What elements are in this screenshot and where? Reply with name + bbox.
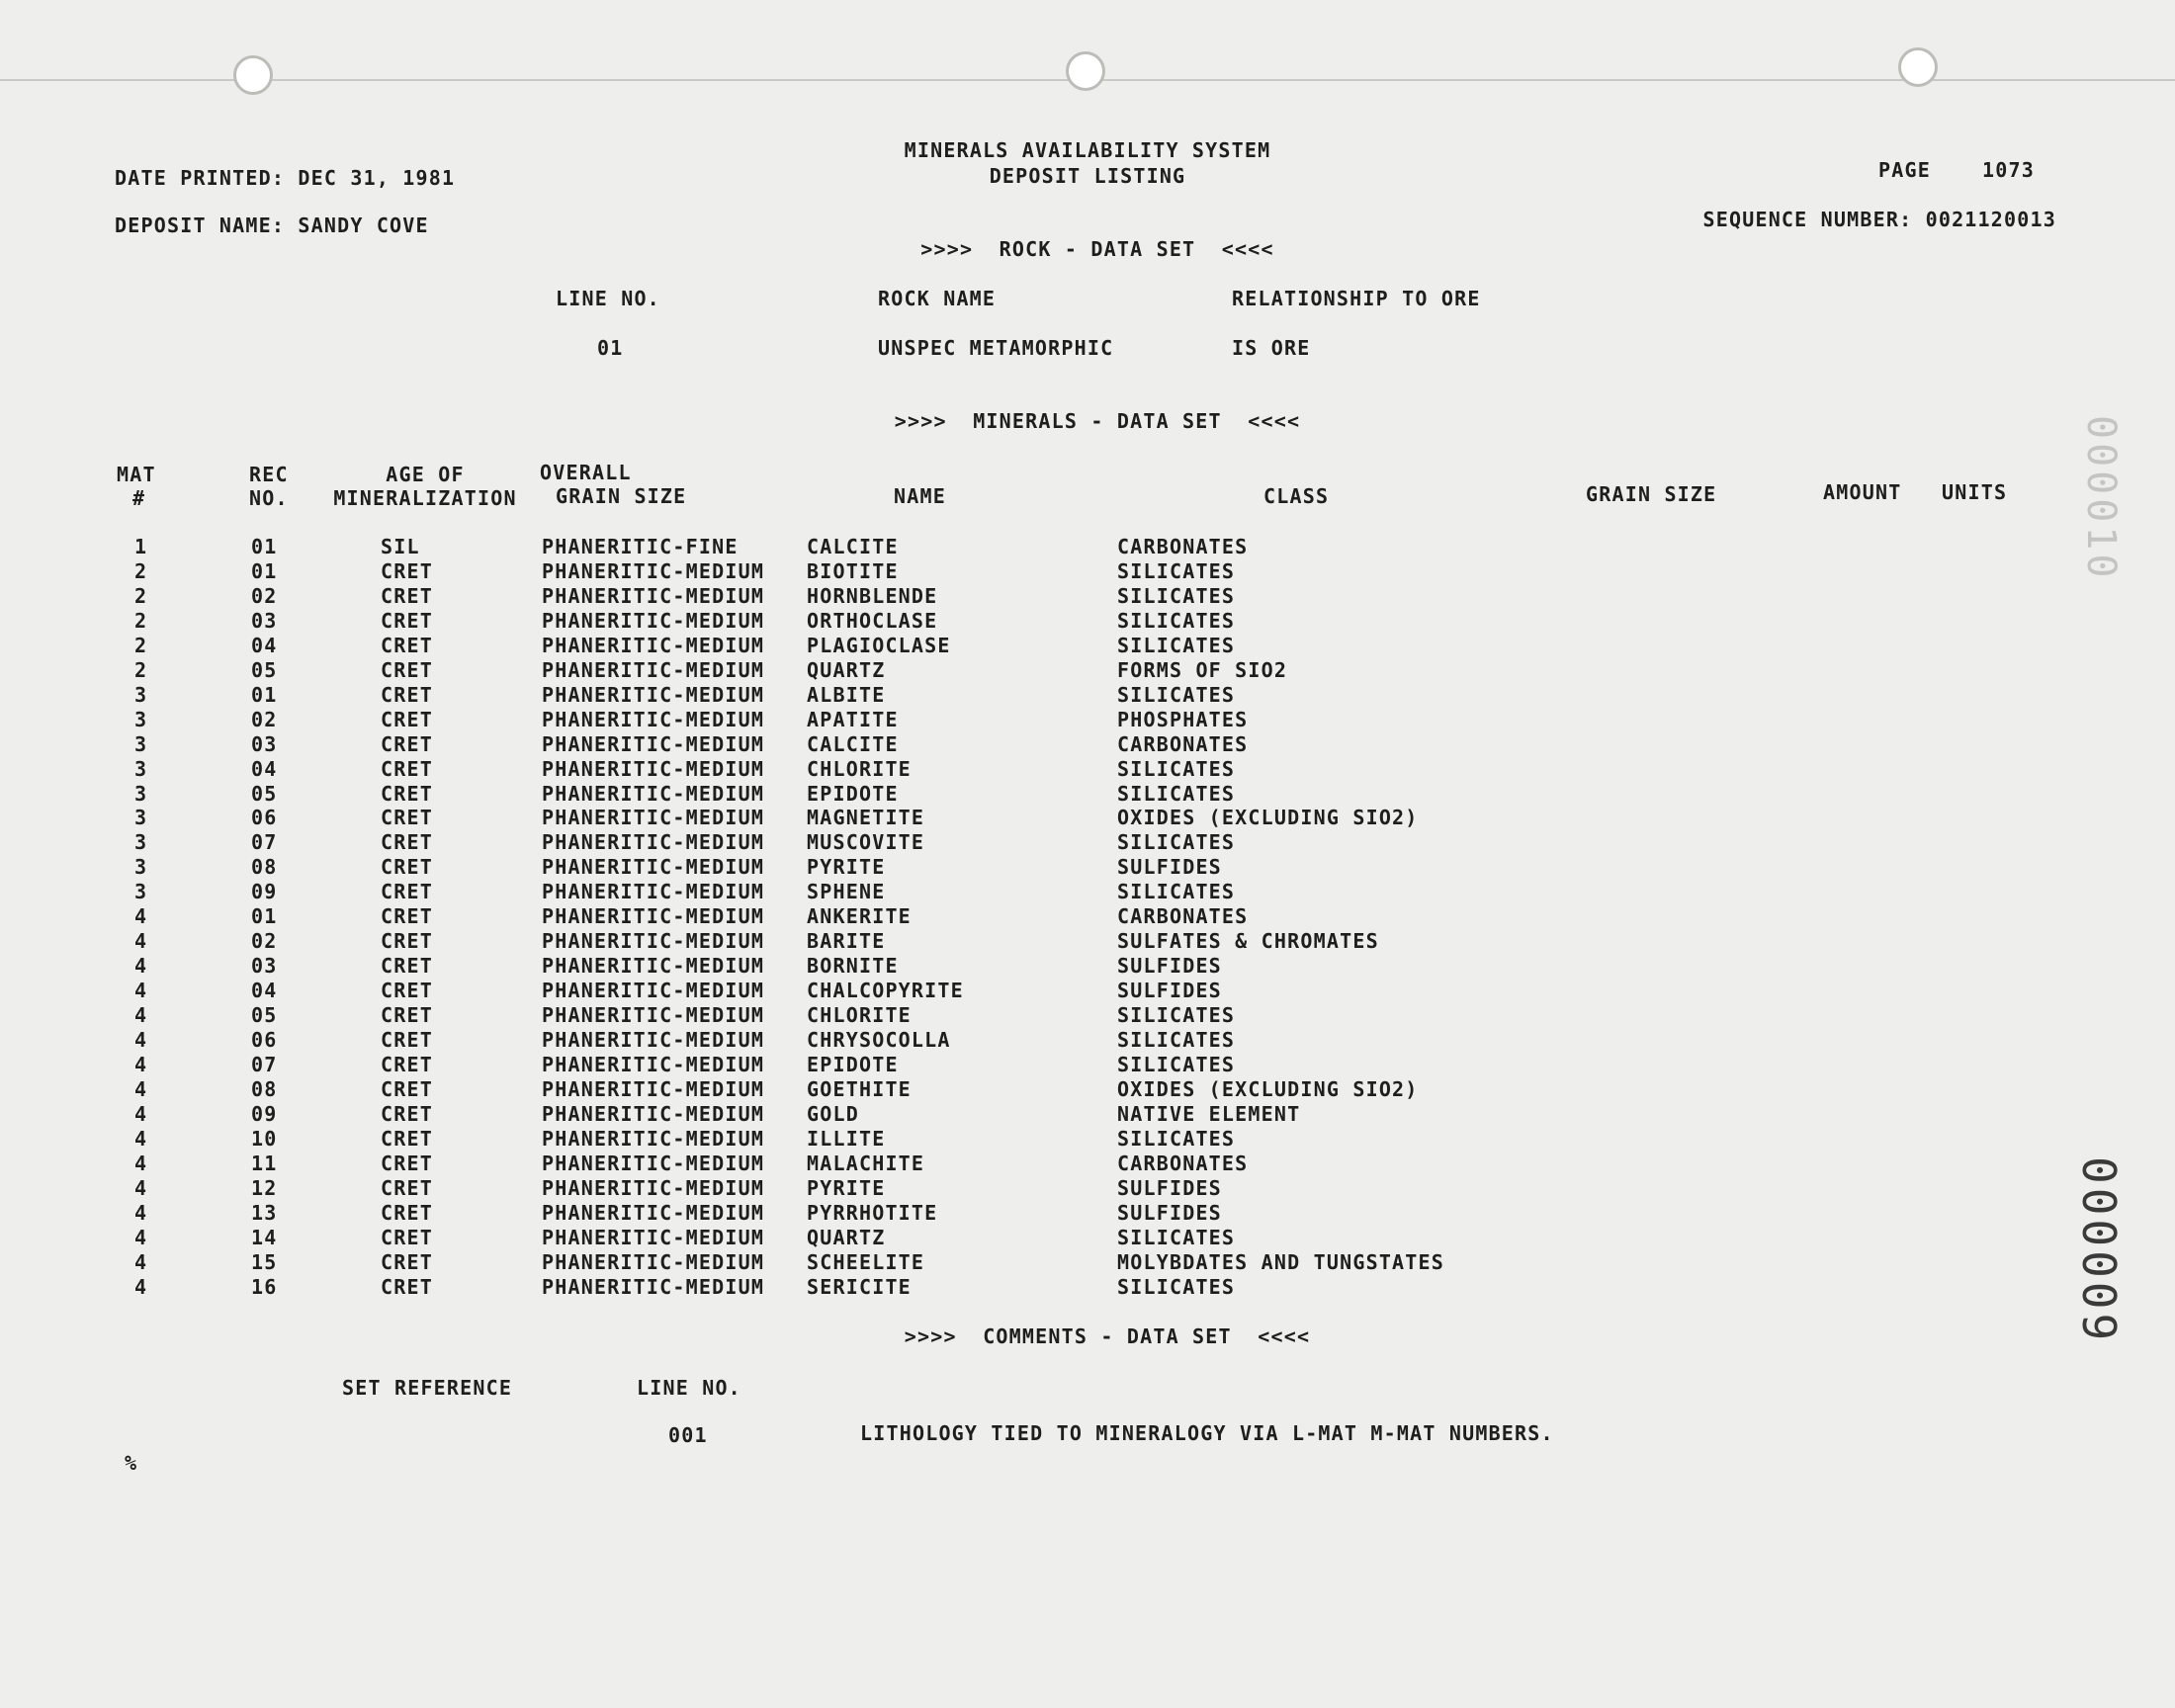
table-row bbox=[0, 535, 2175, 558]
cell-mineral-name: ILLITE bbox=[807, 1126, 886, 1151]
cell-class: SILICATES bbox=[1117, 830, 1236, 855]
cell-rec-no: 03 bbox=[251, 954, 278, 979]
cell-mineral-name: QUARTZ bbox=[807, 1225, 886, 1249]
cell-class: OXIDES (EXCLUDING SIO2) bbox=[1117, 1076, 1419, 1101]
cell-mineral-name: APATITE bbox=[807, 707, 899, 731]
cell-age: CRET bbox=[381, 1101, 433, 1126]
rock-row-relationship: IS ORE bbox=[1232, 336, 1311, 360]
cell-overall-grain-size: PHANERITIC-MEDIUM bbox=[542, 1126, 765, 1151]
cell-class: NATIVE ELEMENT bbox=[1117, 1101, 1301, 1126]
cell-mineral-name: SCHEELITE bbox=[807, 1249, 925, 1274]
cell-rec-no: 15 bbox=[251, 1249, 278, 1274]
cell-mat: 4 bbox=[134, 954, 148, 979]
table-row bbox=[0, 757, 2175, 781]
comment-line-no: 001 bbox=[668, 1423, 708, 1447]
cell-age: CRET bbox=[381, 608, 433, 633]
cell-mat: 4 bbox=[134, 1126, 148, 1151]
sequence-number: SEQUENCE NUMBER: 0021120013 bbox=[1702, 208, 2056, 231]
cell-age: CRET bbox=[381, 583, 433, 608]
cell-overall-grain-size: PHANERITIC-MEDIUM bbox=[542, 904, 765, 929]
cell-mineral-name: EPIDOTE bbox=[807, 1052, 899, 1076]
cell-rec-no: 09 bbox=[251, 1101, 278, 1126]
cell-rec-no: 09 bbox=[251, 880, 278, 904]
cell-rec-no: 05 bbox=[251, 657, 278, 682]
cell-overall-grain-size: PHANERITIC-MEDIUM bbox=[542, 806, 765, 830]
table-row bbox=[0, 658, 2175, 682]
cell-class: SULFIDES bbox=[1117, 855, 1222, 880]
cell-rec-no: 04 bbox=[251, 979, 278, 1003]
cell-mat: 4 bbox=[134, 1175, 148, 1200]
cell-class: CARBONATES bbox=[1117, 904, 1249, 929]
cell-age: SIL bbox=[381, 535, 420, 558]
col-header-class: CLASS bbox=[1263, 484, 1330, 508]
cell-overall-grain-size: PHANERITIC-MEDIUM bbox=[542, 1200, 765, 1225]
cell-rec-no: 07 bbox=[251, 830, 278, 855]
cell-overall-grain-size: PHANERITIC-MEDIUM bbox=[542, 633, 765, 657]
col-header-rec-no: NO. bbox=[249, 486, 289, 510]
cell-mat: 2 bbox=[134, 633, 148, 657]
table-row bbox=[0, 1201, 2175, 1225]
cell-age: CRET bbox=[381, 806, 433, 830]
rock-header-rock-name: ROCK NAME bbox=[878, 287, 997, 310]
cell-age: CRET bbox=[381, 1052, 433, 1076]
cell-mineral-name: GOETHITE bbox=[807, 1076, 912, 1101]
cell-rec-no: 02 bbox=[251, 929, 278, 954]
cell-class: OXIDES (EXCLUDING SIO2) bbox=[1117, 806, 1419, 830]
table-row bbox=[0, 1152, 2175, 1175]
margin-stamp-number: 000009 bbox=[2072, 1156, 2126, 1345]
cell-age: CRET bbox=[381, 1003, 433, 1028]
cell-mat: 3 bbox=[134, 880, 148, 904]
comments-section-title: >>>> COMMENTS - DATA SET <<<< bbox=[904, 1324, 1311, 1348]
cell-rec-no: 07 bbox=[251, 1052, 278, 1076]
col-header-overall: OVERALL bbox=[540, 461, 632, 484]
cell-overall-grain-size: PHANERITIC-MEDIUM bbox=[542, 979, 765, 1003]
cell-mineral-name: GOLD bbox=[807, 1101, 859, 1126]
binder-hole-left bbox=[233, 55, 273, 95]
cell-mineral-name: BARITE bbox=[807, 929, 886, 954]
cell-overall-grain-size: PHANERITIC-MEDIUM bbox=[542, 1003, 765, 1028]
cell-rec-no: 02 bbox=[251, 583, 278, 608]
cell-overall-grain-size: PHANERITIC-MEDIUM bbox=[542, 756, 765, 781]
cell-mineral-name: BORNITE bbox=[807, 954, 899, 979]
cell-mat: 4 bbox=[134, 1200, 148, 1225]
cell-overall-grain-size: PHANERITIC-MEDIUM bbox=[542, 781, 765, 806]
cell-rec-no: 12 bbox=[251, 1175, 278, 1200]
cell-rec-no: 01 bbox=[251, 535, 278, 558]
cell-class: SILICATES bbox=[1117, 1225, 1236, 1249]
cell-mat: 3 bbox=[134, 756, 148, 781]
footer-percent-mark: % bbox=[125, 1451, 138, 1475]
cell-mineral-name: QUARTZ bbox=[807, 657, 886, 682]
cell-mineral-name: CHLORITE bbox=[807, 1003, 912, 1028]
table-row bbox=[0, 782, 2175, 806]
cell-rec-no: 10 bbox=[251, 1126, 278, 1151]
cell-age: CRET bbox=[381, 855, 433, 880]
rock-section-title: >>>> ROCK - DATA SET <<<< bbox=[920, 237, 1274, 261]
table-row bbox=[0, 1226, 2175, 1249]
cell-class: SILICATES bbox=[1117, 1052, 1236, 1076]
cell-rec-no: 16 bbox=[251, 1274, 278, 1299]
table-row bbox=[0, 584, 2175, 608]
cell-mat: 2 bbox=[134, 583, 148, 608]
cell-class: SILICATES bbox=[1117, 633, 1236, 657]
cell-mat: 4 bbox=[134, 1028, 148, 1052]
cell-overall-grain-size: PHANERITIC-MEDIUM bbox=[542, 1274, 765, 1299]
cell-mat: 3 bbox=[134, 781, 148, 806]
cell-age: CRET bbox=[381, 1126, 433, 1151]
col-header-grain-size: GRAIN SIZE bbox=[1586, 482, 1717, 506]
cell-class: SILICATES bbox=[1117, 1274, 1236, 1299]
col-header-units: UNITS bbox=[1942, 480, 2008, 504]
cell-mineral-name: BIOTITE bbox=[807, 558, 899, 583]
cell-mat: 2 bbox=[134, 608, 148, 633]
cell-mineral-name: PYRITE bbox=[807, 1175, 886, 1200]
margin-stamp-faint: 000010 bbox=[2078, 415, 2124, 582]
table-row bbox=[0, 1053, 2175, 1076]
deposit-name: DEPOSIT NAME: SANDY COVE bbox=[115, 214, 429, 237]
cell-class: SILICATES bbox=[1117, 1028, 1236, 1052]
cell-mineral-name: CHRYSOCOLLA bbox=[807, 1028, 951, 1052]
cell-rec-no: 01 bbox=[251, 904, 278, 929]
cell-rec-no: 08 bbox=[251, 1076, 278, 1101]
minerals-section-title: >>>> MINERALS - DATA SET <<<< bbox=[894, 409, 1301, 433]
table-row bbox=[0, 1250, 2175, 1274]
comment-text: LITHOLOGY TIED TO MINERALOGY VIA L-MAT M-MAT NUMBERS. bbox=[860, 1421, 1554, 1445]
cell-age: CRET bbox=[381, 657, 433, 682]
table-row bbox=[0, 634, 2175, 657]
cell-rec-no: 01 bbox=[251, 682, 278, 707]
cell-mineral-name: ANKERITE bbox=[807, 904, 912, 929]
cell-overall-grain-size: PHANERITIC-MEDIUM bbox=[542, 1028, 765, 1052]
cell-age: CRET bbox=[381, 954, 433, 979]
cell-age: CRET bbox=[381, 558, 433, 583]
cell-mineral-name: PYRITE bbox=[807, 855, 886, 880]
cell-class: SULFIDES bbox=[1117, 1175, 1222, 1200]
binder-hole-right bbox=[1898, 47, 1938, 87]
cell-mat: 4 bbox=[134, 1101, 148, 1126]
table-row bbox=[0, 979, 2175, 1002]
cell-mat: 4 bbox=[134, 1225, 148, 1249]
cell-age: CRET bbox=[381, 1274, 433, 1299]
cell-mineral-name: SERICITE bbox=[807, 1274, 912, 1299]
cell-mat: 1 bbox=[134, 535, 148, 558]
system-title: MINERALS AVAILABILITY SYSTEM bbox=[904, 138, 1271, 162]
table-row bbox=[0, 732, 2175, 756]
rock-header-relationship: RELATIONSHIP TO ORE bbox=[1232, 287, 1481, 310]
cell-overall-grain-size: PHANERITIC-MEDIUM bbox=[542, 707, 765, 731]
col-header-overall-grain-size: GRAIN SIZE bbox=[556, 484, 687, 508]
cell-overall-grain-size: PHANERITIC-MEDIUM bbox=[542, 954, 765, 979]
cell-rec-no: 06 bbox=[251, 1028, 278, 1052]
cell-class: SULFIDES bbox=[1117, 979, 1222, 1003]
cell-overall-grain-size: PHANERITIC-MEDIUM bbox=[542, 855, 765, 880]
col-header-mat: MAT bbox=[117, 463, 156, 486]
rock-row-line-no: 01 bbox=[597, 336, 624, 360]
cell-age: CRET bbox=[381, 707, 433, 731]
cell-mat: 3 bbox=[134, 830, 148, 855]
table-row bbox=[0, 559, 2175, 583]
cell-overall-grain-size: PHANERITIC-MEDIUM bbox=[542, 583, 765, 608]
cell-overall-grain-size: PHANERITIC-MEDIUM bbox=[542, 558, 765, 583]
cell-overall-grain-size: PHANERITIC-MEDIUM bbox=[542, 830, 765, 855]
cell-age: CRET bbox=[381, 979, 433, 1003]
cell-mat: 4 bbox=[134, 1003, 148, 1028]
date-printed: DATE PRINTED: DEC 31, 1981 bbox=[115, 166, 456, 190]
cell-overall-grain-size: PHANERITIC-MEDIUM bbox=[542, 1076, 765, 1101]
cell-mineral-name: EPIDOTE bbox=[807, 781, 899, 806]
cell-overall-grain-size: PHANERITIC-MEDIUM bbox=[542, 608, 765, 633]
cell-age: CRET bbox=[381, 830, 433, 855]
cell-class: SILICATES bbox=[1117, 608, 1236, 633]
cell-mat: 4 bbox=[134, 979, 148, 1003]
comments-header-line-no: LINE NO. bbox=[637, 1376, 741, 1400]
cell-rec-no: 13 bbox=[251, 1200, 278, 1225]
cell-overall-grain-size: PHANERITIC-MEDIUM bbox=[542, 1151, 765, 1175]
table-row bbox=[0, 1102, 2175, 1126]
cell-rec-no: 04 bbox=[251, 633, 278, 657]
cell-rec-no: 05 bbox=[251, 781, 278, 806]
table-row bbox=[0, 1028, 2175, 1052]
cell-rec-no: 11 bbox=[251, 1151, 278, 1175]
cell-rec-no: 03 bbox=[251, 731, 278, 756]
cell-age: CRET bbox=[381, 1076, 433, 1101]
cell-mineral-name: CHLORITE bbox=[807, 756, 912, 781]
cell-mat: 3 bbox=[134, 731, 148, 756]
table-row bbox=[0, 1003, 2175, 1027]
cell-mineral-name: PLAGIOCLASE bbox=[807, 633, 951, 657]
cell-mineral-name: HORNBLENDE bbox=[807, 583, 938, 608]
cell-mat: 4 bbox=[134, 904, 148, 929]
table-row bbox=[0, 954, 2175, 978]
cell-rec-no: 04 bbox=[251, 756, 278, 781]
col-header-age: AGE OF bbox=[386, 463, 465, 486]
cell-class: SILICATES bbox=[1117, 583, 1236, 608]
cell-rec-no: 02 bbox=[251, 707, 278, 731]
cell-class: SILICATES bbox=[1117, 1126, 1236, 1151]
cell-overall-grain-size: PHANERITIC-MEDIUM bbox=[542, 731, 765, 756]
table-row bbox=[0, 880, 2175, 903]
cell-class: SILICATES bbox=[1117, 781, 1236, 806]
table-row bbox=[0, 708, 2175, 731]
cell-mat: 2 bbox=[134, 657, 148, 682]
table-row bbox=[0, 609, 2175, 633]
col-header-mat-hash: # bbox=[132, 486, 146, 510]
table-row bbox=[0, 1077, 2175, 1101]
cell-class: SILICATES bbox=[1117, 880, 1236, 904]
cell-mat: 4 bbox=[134, 1076, 148, 1101]
cell-age: CRET bbox=[381, 731, 433, 756]
cell-class: PHOSPHATES bbox=[1117, 707, 1249, 731]
binder-hole-center bbox=[1066, 51, 1105, 91]
cell-age: CRET bbox=[381, 1028, 433, 1052]
cell-mineral-name: MUSCOVITE bbox=[807, 830, 925, 855]
cell-age: CRET bbox=[381, 1175, 433, 1200]
cell-overall-grain-size: PHANERITIC-MEDIUM bbox=[542, 1101, 765, 1126]
cell-mineral-name: MAGNETITE bbox=[807, 806, 925, 830]
cell-age: CRET bbox=[381, 880, 433, 904]
col-header-amount: AMOUNT bbox=[1823, 480, 1902, 504]
cell-class: CARBONATES bbox=[1117, 731, 1249, 756]
cell-class: SILICATES bbox=[1117, 682, 1236, 707]
cell-class: MOLYBDATES AND TUNGSTATES bbox=[1117, 1249, 1445, 1274]
cell-rec-no: 06 bbox=[251, 806, 278, 830]
cell-overall-grain-size: PHANERITIC-MEDIUM bbox=[542, 1052, 765, 1076]
cell-overall-grain-size: PHANERITIC-MEDIUM bbox=[542, 1225, 765, 1249]
cell-mineral-name: CALCITE bbox=[807, 731, 899, 756]
cell-rec-no: 01 bbox=[251, 558, 278, 583]
cell-age: CRET bbox=[381, 1200, 433, 1225]
cell-rec-no: 05 bbox=[251, 1003, 278, 1028]
col-header-mineralization: MINERALIZATION bbox=[333, 486, 517, 510]
cell-age: CRET bbox=[381, 1249, 433, 1274]
cell-mat: 2 bbox=[134, 558, 148, 583]
cell-age: CRET bbox=[381, 633, 433, 657]
cell-mat: 4 bbox=[134, 929, 148, 954]
cell-mineral-name: SPHENE bbox=[807, 880, 886, 904]
table-row bbox=[0, 929, 2175, 953]
cell-mat: 3 bbox=[134, 806, 148, 830]
page-number: 1073 bbox=[1982, 158, 2035, 182]
cell-mat: 4 bbox=[134, 1052, 148, 1076]
cell-age: CRET bbox=[381, 929, 433, 954]
cell-age: CRET bbox=[381, 1225, 433, 1249]
table-row bbox=[0, 904, 2175, 928]
col-header-name: NAME bbox=[894, 484, 946, 508]
cell-class: SILICATES bbox=[1117, 1003, 1236, 1028]
cell-age: CRET bbox=[381, 1151, 433, 1175]
cell-overall-grain-size: PHANERITIC-FINE bbox=[542, 535, 739, 558]
cell-mat: 3 bbox=[134, 682, 148, 707]
cell-mineral-name: ALBITE bbox=[807, 682, 886, 707]
cell-age: CRET bbox=[381, 781, 433, 806]
cell-rec-no: 03 bbox=[251, 608, 278, 633]
cell-overall-grain-size: PHANERITIC-MEDIUM bbox=[542, 657, 765, 682]
cell-mat: 4 bbox=[134, 1151, 148, 1175]
cell-rec-no: 08 bbox=[251, 855, 278, 880]
table-row bbox=[0, 806, 2175, 829]
cell-mineral-name: CHALCOPYRITE bbox=[807, 979, 964, 1003]
cell-age: CRET bbox=[381, 904, 433, 929]
cell-class: CARBONATES bbox=[1117, 535, 1249, 558]
cell-class: SILICATES bbox=[1117, 558, 1236, 583]
cell-mineral-name: ORTHOCLASE bbox=[807, 608, 938, 633]
page-label: PAGE bbox=[1878, 158, 1931, 182]
table-row bbox=[0, 1127, 2175, 1151]
cell-overall-grain-size: PHANERITIC-MEDIUM bbox=[542, 929, 765, 954]
cell-age: CRET bbox=[381, 756, 433, 781]
cell-mineral-name: MALACHITE bbox=[807, 1151, 925, 1175]
cell-mat: 3 bbox=[134, 707, 148, 731]
rock-header-line-no: LINE NO. bbox=[556, 287, 660, 310]
table-row bbox=[0, 683, 2175, 707]
cell-overall-grain-size: PHANERITIC-MEDIUM bbox=[542, 1175, 765, 1200]
cell-mat: 3 bbox=[134, 855, 148, 880]
cell-class: SULFATES & CHROMATES bbox=[1117, 929, 1379, 954]
cell-mineral-name: PYRRHOTITE bbox=[807, 1200, 938, 1225]
comments-header-set-reference: SET REFERENCE bbox=[342, 1376, 513, 1400]
table-row bbox=[0, 830, 2175, 854]
table-row bbox=[0, 1176, 2175, 1200]
table-row bbox=[0, 855, 2175, 879]
cell-overall-grain-size: PHANERITIC-MEDIUM bbox=[542, 1249, 765, 1274]
cell-mat: 4 bbox=[134, 1249, 148, 1274]
cell-age: CRET bbox=[381, 682, 433, 707]
cell-overall-grain-size: PHANERITIC-MEDIUM bbox=[542, 682, 765, 707]
col-header-rec: REC bbox=[249, 463, 289, 486]
cell-class: FORMS OF SIO2 bbox=[1117, 657, 1288, 682]
cell-rec-no: 14 bbox=[251, 1225, 278, 1249]
cell-mineral-name: CALCITE bbox=[807, 535, 899, 558]
cell-mat: 4 bbox=[134, 1274, 148, 1299]
cell-overall-grain-size: PHANERITIC-MEDIUM bbox=[542, 880, 765, 904]
cell-class: SILICATES bbox=[1117, 756, 1236, 781]
cell-class: SULFIDES bbox=[1117, 1200, 1222, 1225]
table-row bbox=[0, 1275, 2175, 1299]
cell-class: CARBONATES bbox=[1117, 1151, 1249, 1175]
listing-title: DEPOSIT LISTING bbox=[989, 164, 1186, 188]
rock-row-rock-name: UNSPEC METAMORPHIC bbox=[878, 336, 1114, 360]
cell-class: SULFIDES bbox=[1117, 954, 1222, 979]
